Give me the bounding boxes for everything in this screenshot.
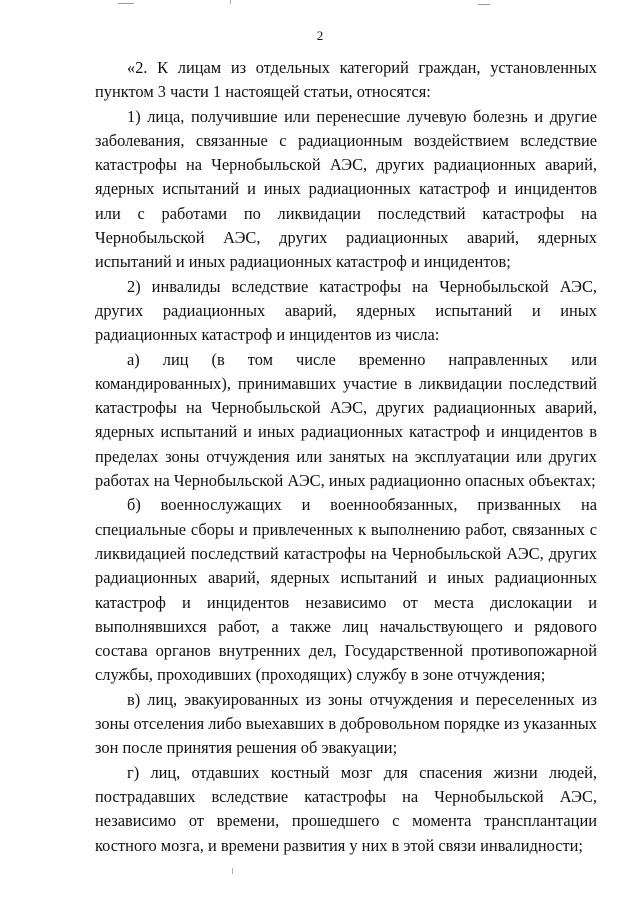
scan-artifact-right <box>478 4 490 5</box>
paragraph-subitem-b: б) военнослужащих и военнообязанных, призванных на специальные сборы и привлеченных к выполнению работ, связанных с ликвидацией последствий катастрофы на Чернобыльской АЭС, других радиационных аварий, ядерных испытаний и иных радиационных катастроф и инцидентов независимо от места дислокации и выполнявшихся работ, а также лиц начальствующего и рядового состава органов внутренних дел, Государственной противопожарной службы, проходивших (проходящих) службу в зоне отчуждения; <box>95 495 597 685</box>
paragraph-subitem-g: г) лиц, отдавших костный мозг для спасения жизни людей, пострадавших вследствие катастрофы на Чернобыльской АЭС, независимо от времени, прошедшего с момента трансплантации костного мозга, и времени развития у них в этой связи инвалидности; <box>95 762 597 855</box>
paragraph-item-1: 1) лица, получившие или перенесшие лучевую болезнь и другие заболевания, связанные с радиационным воздействием вследствие катастрофы на Чернобыльской АЭС, других радиационных аварий, ядерных испытаний и иных радиационных катастроф и инцидентов или с работами по ликвидации последствий катастрофы на Чернобыльской АЭС, других радиационных аварий, ядерных испытаний и иных радиационных катастроф и инцидентов; <box>95 106 597 272</box>
scan-artifact-mid <box>230 0 231 4</box>
page-number: 2 <box>316 28 324 43</box>
paragraph-subitem-a: а) лиц (в том числе временно направленных или командированных), принимавших участие в ликвидации последствий катастрофы на Чернобыльской АЭС, других радиационных аварий, ядерных испытаний и иных радиационных катастроф и инцидентов в пределах зоны отчуждения или занятых на эксплуатации или других работах на Чернобыльской АЭС, иных радиационно опасных объектах; <box>95 349 597 491</box>
paragraph-subitem-v: в) лиц, эвакуированных из зоны отчуждения и переселенных из зоны отселения либо выехавших в добровольном порядке из указанных зон после принятия решения об эвакуации; <box>95 689 597 758</box>
paragraph-intro: «2. К лицам из отдельных категорий граждан, установленных пунктом 3 части 1 настоящей статьи, относятся: <box>95 58 597 102</box>
scan-artifact-bottom <box>232 868 233 874</box>
paragraph-item-2: 2) инвалиды вследствие катастрофы на Чернобыльской АЭС, других радиационных аварий, ядерных испытаний и иных радиационных катастроф и инцидентов из числа: <box>95 276 597 345</box>
document-body <box>95 56 597 858</box>
scan-artifact-left <box>118 3 134 4</box>
